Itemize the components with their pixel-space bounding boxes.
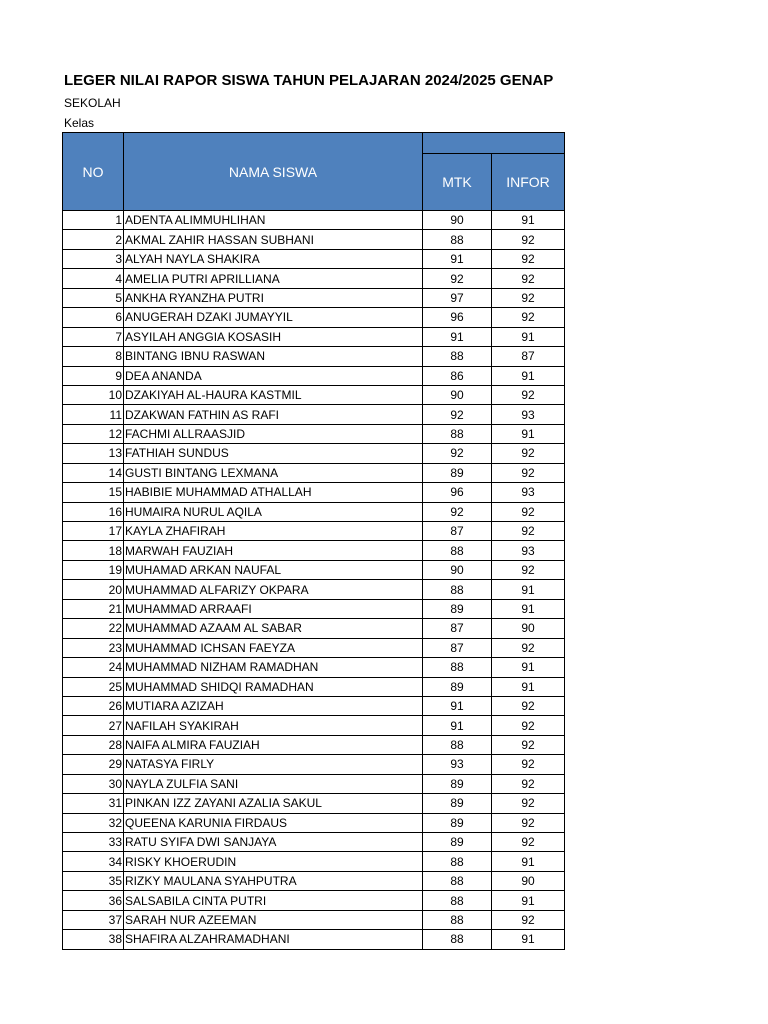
row-number: 9 <box>63 366 124 385</box>
infor-score: 92 <box>492 755 565 774</box>
student-name: GUSTI BINTANG LEXMANA <box>124 463 423 482</box>
infor-score: 91 <box>492 211 565 230</box>
row-number: 28 <box>63 735 124 754</box>
table-row <box>63 560 565 579</box>
row-number: 38 <box>63 930 124 949</box>
mtk-score: 88 <box>423 871 492 890</box>
mtk-score: 87 <box>423 619 492 638</box>
infor-score: 87 <box>492 347 565 366</box>
mtk-score: 87 <box>423 638 492 657</box>
mtk-score: 89 <box>423 599 492 618</box>
table-row <box>63 716 565 735</box>
row-number: 31 <box>63 794 124 813</box>
mtk-score: 88 <box>423 658 492 677</box>
infor-score: 91 <box>492 366 565 385</box>
mtk-score: 91 <box>423 716 492 735</box>
row-number: 8 <box>63 347 124 366</box>
infor-score: 92 <box>492 444 565 463</box>
table-row <box>63 735 565 754</box>
row-number: 19 <box>63 560 124 579</box>
student-name: SARAH NUR AZEEMAN <box>124 910 423 929</box>
infor-score: 93 <box>492 541 565 560</box>
student-name: HUMAIRA NURUL AQILA <box>124 502 423 521</box>
student-name: RATU SYIFA DWI SANJAYA <box>124 833 423 852</box>
student-name: SALSABILA CINTA PUTRI <box>124 891 423 910</box>
table-row <box>63 502 565 521</box>
table-row <box>63 483 565 502</box>
student-name: AMELIA PUTRI APRILLIANA <box>124 269 423 288</box>
row-number: 10 <box>63 385 124 404</box>
row-number: 15 <box>63 483 124 502</box>
infor-score: 91 <box>492 930 565 949</box>
table-row <box>63 910 565 929</box>
student-name: AKMAL ZAHIR HASSAN SUBHANI <box>124 230 423 249</box>
infor-score: 92 <box>492 716 565 735</box>
student-name: DZAKIYAH AL-HAURA KASTMIL <box>124 385 423 404</box>
mtk-score: 89 <box>423 813 492 832</box>
infor-score: 92 <box>492 560 565 579</box>
mtk-score: 89 <box>423 794 492 813</box>
table-row <box>63 774 565 793</box>
header-mtk: MTK <box>423 154 492 211</box>
row-number: 1 <box>63 211 124 230</box>
row-number: 36 <box>63 891 124 910</box>
row-number: 3 <box>63 249 124 268</box>
row-number: 24 <box>63 658 124 677</box>
mtk-score: 88 <box>423 541 492 560</box>
infor-score: 92 <box>492 813 565 832</box>
row-number: 37 <box>63 910 124 929</box>
mtk-score: 91 <box>423 249 492 268</box>
infor-score: 92 <box>492 230 565 249</box>
infor-score: 91 <box>492 891 565 910</box>
header-nama-siswa: NAMA SISWA <box>124 133 423 211</box>
row-number: 21 <box>63 599 124 618</box>
student-name: HABIBIE MUHAMMAD ATHALLAH <box>124 483 423 502</box>
student-name: NATASYA FIRLY <box>124 755 423 774</box>
table-row <box>63 463 565 482</box>
infor-score: 91 <box>492 658 565 677</box>
table-row <box>63 852 565 871</box>
student-name: NAYLA ZULFIA SANI <box>124 774 423 793</box>
student-name: MUHAMAD ARKAN NAUFAL <box>124 560 423 579</box>
table-row <box>63 288 565 307</box>
student-name: MUHAMMAD ALFARIZY OKPARA <box>124 580 423 599</box>
table-row <box>63 580 565 599</box>
infor-score: 90 <box>492 871 565 890</box>
mtk-score: 92 <box>423 444 492 463</box>
infor-score: 92 <box>492 638 565 657</box>
table-row <box>63 249 565 268</box>
mtk-score: 91 <box>423 327 492 346</box>
table-row <box>63 619 565 638</box>
infor-score: 92 <box>492 249 565 268</box>
header-infor: INFOR <box>492 154 565 211</box>
row-number: 20 <box>63 580 124 599</box>
mtk-score: 88 <box>423 930 492 949</box>
mtk-score: 89 <box>423 833 492 852</box>
mtk-score: 96 <box>423 308 492 327</box>
infor-score: 92 <box>492 502 565 521</box>
class-label: Kelas <box>64 116 95 130</box>
table-row <box>63 930 565 949</box>
mtk-score: 92 <box>423 269 492 288</box>
student-name: NAIFA ALMIRA FAUZIAH <box>124 735 423 754</box>
row-number: 23 <box>63 638 124 657</box>
student-name: RISKY KHOERUDIN <box>124 852 423 871</box>
row-number: 5 <box>63 288 124 307</box>
row-number: 6 <box>63 308 124 327</box>
infor-score: 92 <box>492 269 565 288</box>
table-row <box>63 405 565 424</box>
infor-score: 92 <box>492 288 565 307</box>
row-number: 35 <box>63 871 124 890</box>
student-name: ADENTA ALIMMUHLIHAN <box>124 211 423 230</box>
grades-table-body <box>63 211 565 950</box>
student-name: BINTANG IBNU RASWAN <box>124 347 423 366</box>
infor-score: 92 <box>492 794 565 813</box>
student-name: MUHAMMAD NIZHAM RAMADHAN <box>124 658 423 677</box>
school-label: SEKOLAH <box>64 96 121 110</box>
table-row <box>63 891 565 910</box>
table-row <box>63 347 565 366</box>
document-title: LEGER NILAI RAPOR SISWA TAHUN PELAJARAN 2024/2025 GENAP <box>64 72 554 89</box>
row-number: 25 <box>63 677 124 696</box>
table-row <box>63 424 565 443</box>
row-number: 26 <box>63 696 124 715</box>
infor-score: 92 <box>492 910 565 929</box>
table-row <box>63 541 565 560</box>
mtk-score: 92 <box>423 405 492 424</box>
infor-score: 92 <box>492 833 565 852</box>
table-row <box>63 677 565 696</box>
student-name: DZAKWAN FATHIN AS RAFI <box>124 405 423 424</box>
table-row <box>63 833 565 852</box>
row-number: 34 <box>63 852 124 871</box>
row-number: 18 <box>63 541 124 560</box>
mtk-score: 93 <box>423 755 492 774</box>
mtk-score: 88 <box>423 424 492 443</box>
table-row <box>63 385 565 404</box>
row-number: 32 <box>63 813 124 832</box>
table-row <box>63 230 565 249</box>
infor-score: 90 <box>492 619 565 638</box>
student-name: PINKAN IZZ ZAYANI AZALIA SAKUL <box>124 794 423 813</box>
infor-score: 91 <box>492 327 565 346</box>
student-name: FATHIAH SUNDUS <box>124 444 423 463</box>
row-number: 4 <box>63 269 124 288</box>
student-name: ANKHA RYANZHA PUTRI <box>124 288 423 307</box>
infor-score: 91 <box>492 852 565 871</box>
row-number: 30 <box>63 774 124 793</box>
table-row <box>63 755 565 774</box>
infor-score: 93 <box>492 405 565 424</box>
row-number: 12 <box>63 424 124 443</box>
infor-score: 92 <box>492 774 565 793</box>
table-row <box>63 211 565 230</box>
mtk-score: 96 <box>423 483 492 502</box>
row-number: 17 <box>63 522 124 541</box>
row-number: 27 <box>63 716 124 735</box>
table-row <box>63 638 565 657</box>
infor-score: 91 <box>492 599 565 618</box>
table-row <box>63 444 565 463</box>
infor-score: 92 <box>492 308 565 327</box>
infor-score: 92 <box>492 385 565 404</box>
mtk-score: 88 <box>423 347 492 366</box>
mtk-score: 88 <box>423 910 492 929</box>
student-name: SHAFIRA ALZAHRAMADHANI <box>124 930 423 949</box>
header-subject-group <box>423 133 565 154</box>
infor-score: 91 <box>492 424 565 443</box>
row-number: 33 <box>63 833 124 852</box>
table-row <box>63 813 565 832</box>
table-row <box>63 658 565 677</box>
student-name: RIZKY MAULANA SYAHPUTRA <box>124 871 423 890</box>
infor-score: 92 <box>492 696 565 715</box>
student-name: MARWAH FAUZIAH <box>124 541 423 560</box>
mtk-score: 88 <box>423 735 492 754</box>
table-row <box>63 871 565 890</box>
mtk-score: 88 <box>423 891 492 910</box>
student-name: MUHAMMAD ICHSAN FAEYZA <box>124 638 423 657</box>
row-number: 16 <box>63 502 124 521</box>
student-name: MUHAMMAD AZAAM AL SABAR <box>124 619 423 638</box>
student-name: DEA ANANDA <box>124 366 423 385</box>
student-name: MUHAMMAD ARRAAFI <box>124 599 423 618</box>
mtk-score: 89 <box>423 677 492 696</box>
mtk-score: 91 <box>423 696 492 715</box>
infor-score: 93 <box>492 483 565 502</box>
infor-score: 92 <box>492 463 565 482</box>
mtk-score: 88 <box>423 580 492 599</box>
table-row <box>63 522 565 541</box>
mtk-score: 86 <box>423 366 492 385</box>
row-number: 2 <box>63 230 124 249</box>
row-number: 22 <box>63 619 124 638</box>
student-name: ASYILAH ANGGIA KOSASIH <box>124 327 423 346</box>
mtk-score: 90 <box>423 560 492 579</box>
header-no: NO <box>63 133 124 211</box>
mtk-score: 90 <box>423 385 492 404</box>
table-row <box>63 327 565 346</box>
mtk-score: 88 <box>423 230 492 249</box>
student-name: FACHMI ALLRAASJID <box>124 424 423 443</box>
mtk-score: 87 <box>423 522 492 541</box>
mtk-score: 97 <box>423 288 492 307</box>
mtk-score: 89 <box>423 463 492 482</box>
row-number: 13 <box>63 444 124 463</box>
student-name: MUHAMMAD SHIDQI RAMADHAN <box>124 677 423 696</box>
student-name: MUTIARA AZIZAH <box>124 696 423 715</box>
mtk-score: 92 <box>423 502 492 521</box>
student-name: ALYAH NAYLA SHAKIRA <box>124 249 423 268</box>
student-name: KAYLA ZHAFIRAH <box>124 522 423 541</box>
infor-score: 91 <box>492 677 565 696</box>
row-number: 29 <box>63 755 124 774</box>
student-name: ANUGERAH DZAKI JUMAYYIL <box>124 308 423 327</box>
table-row <box>63 366 565 385</box>
table-row <box>63 269 565 288</box>
row-number: 7 <box>63 327 124 346</box>
mtk-score: 88 <box>423 852 492 871</box>
infor-score: 91 <box>492 580 565 599</box>
infor-score: 92 <box>492 735 565 754</box>
table-row <box>63 599 565 618</box>
student-name: NAFILAH SYAKIRAH <box>124 716 423 735</box>
infor-score: 92 <box>492 522 565 541</box>
mtk-score: 90 <box>423 211 492 230</box>
grades-table <box>62 132 565 950</box>
row-number: 14 <box>63 463 124 482</box>
student-name: QUEENA KARUNIA FIRDAUS <box>124 813 423 832</box>
table-row <box>63 308 565 327</box>
row-number: 11 <box>63 405 124 424</box>
table-row <box>63 696 565 715</box>
mtk-score: 89 <box>423 774 492 793</box>
table-row <box>63 794 565 813</box>
